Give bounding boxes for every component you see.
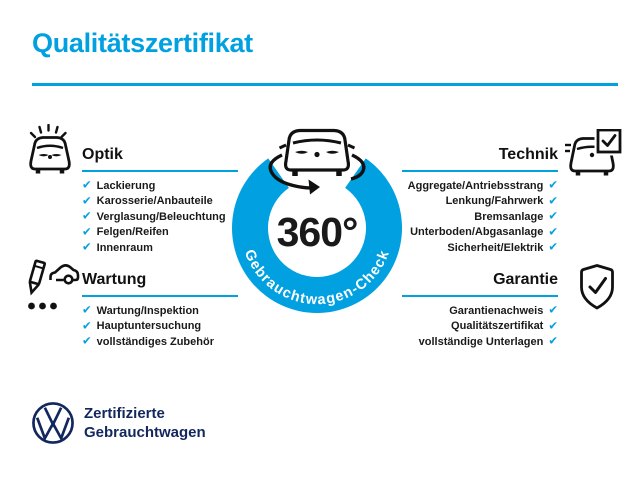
car-checkbox-icon [562, 129, 624, 177]
shiny-car-icon [24, 124, 76, 176]
check-item-label: Felgen/Reifen [96, 226, 169, 239]
check-item-label: Lenkung/Fahrwerk [445, 195, 544, 208]
check-icon: ✔ [548, 208, 558, 223]
check-icon: ✔ [82, 239, 92, 254]
check-item-label: Verglasung/Beleuchtung [96, 210, 226, 223]
check-icon: ✔ [82, 193, 92, 207]
check-item-label: Innenraum [96, 241, 153, 254]
footer-brand-text [84, 404, 206, 442]
degree-label: 360° [276, 209, 358, 255]
title-divider [32, 83, 618, 86]
check-icon: ✔ [548, 239, 558, 254]
shield-check-icon [577, 263, 617, 311]
check-item-label: Unterboden/Abgasanlage [410, 226, 544, 239]
check-icon: ✔ [82, 318, 92, 332]
section-underline-garantie [402, 295, 558, 298]
check-icon: ✔ [82, 224, 92, 238]
check-icon: ✔ [548, 333, 558, 348]
360-check-emblem [217, 112, 417, 328]
section-heading-wartung: Wartung [82, 271, 147, 288]
check-icon: ✔ [82, 333, 92, 348]
check-item-label: vollständige Unterlagen [418, 335, 544, 348]
check-item-label: Hauptuntersuchung [96, 320, 202, 333]
list-item [348, 334, 558, 350]
check-item-label: Bremsanlage [474, 210, 544, 223]
check-item-label: Lackierung [96, 179, 156, 192]
section-underline-optik [82, 170, 238, 173]
check-item-label: vollständiges Zubehör [96, 335, 214, 348]
check-item-label: Karosserie/Anbauteile [96, 195, 213, 208]
section-underline-wartung [82, 295, 238, 298]
vw-logo [30, 400, 76, 446]
check-item-label: Aggregate/Antriebsstrang [407, 179, 544, 192]
section-heading-technik: Technik [498, 146, 558, 163]
check-item-label: Qualitätszertifikat [451, 320, 544, 333]
check-icon: ✔ [548, 177, 558, 192]
check-icon: ✔ [548, 302, 558, 317]
check-icon: ✔ [548, 193, 558, 207]
footer-brand-line1: Zertifizierte [84, 405, 165, 422]
check-item-label: Garantienachweis [449, 304, 544, 317]
check-icon: ✔ [548, 224, 558, 238]
inspection-pencil-car-icon [22, 258, 80, 314]
section-underline-technik [402, 170, 558, 173]
check-item-label: Wartung/Inspektion [96, 304, 199, 317]
check-icon: ✔ [82, 177, 92, 192]
check-item-label: Sicherheit/Elektrik [447, 241, 544, 254]
check-icon: ✔ [82, 208, 92, 223]
page-title: Qualitätszertifikat [32, 28, 253, 58]
section-heading-garantie: Garantie [493, 271, 558, 288]
check-icon: ✔ [548, 318, 558, 332]
check-icon: ✔ [82, 302, 92, 317]
ring-label: Gebrauchtwagen-Check [240, 247, 394, 309]
list-item [82, 334, 292, 350]
section-heading-optik: Optik [82, 146, 123, 163]
footer-brand-line2: Gebrauchtwagen [84, 424, 206, 441]
